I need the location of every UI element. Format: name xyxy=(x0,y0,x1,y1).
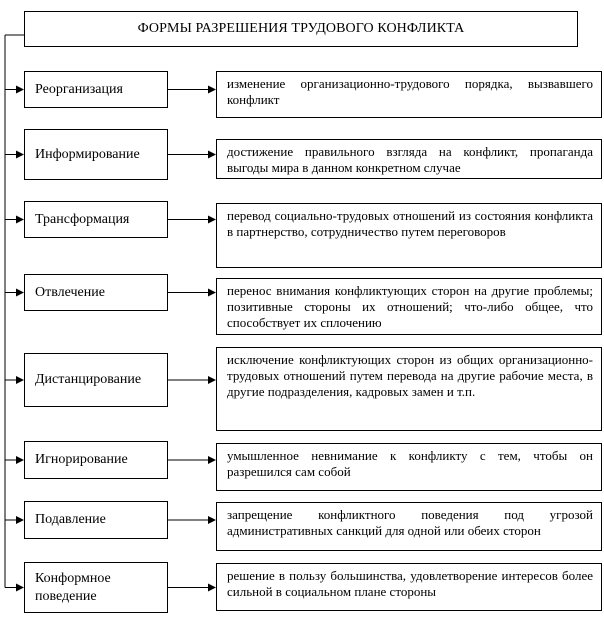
form-description-box xyxy=(216,71,602,118)
form-description: запрещение конфликтного поведения под угрозой административных санкций для одной или обеих сторон xyxy=(227,507,593,538)
form-box xyxy=(24,353,168,407)
form-box xyxy=(24,274,168,311)
form-name: Игнорирование xyxy=(35,452,128,467)
form-description-box xyxy=(216,203,602,268)
form-description-box xyxy=(216,139,602,179)
form-description: изменение организационно-трудового порядка, вызвавшего конфликт xyxy=(227,76,593,107)
form-name: Трансформация xyxy=(35,211,130,227)
form-description: достижение правильного взгляда на конфликт, пропаганда выгоды мира в данном конкретном случае xyxy=(227,144,593,175)
form-name: Конформное поведение xyxy=(35,570,111,604)
form-box xyxy=(24,441,168,479)
form-description: перенос внимания конфликтующих сторон на другие проблемы; позитивные стороны их отношений; что-либо общее, что способствует их сплочению xyxy=(227,283,593,330)
form-description-box xyxy=(216,443,602,491)
form-description-box xyxy=(216,278,602,335)
form-box xyxy=(24,129,168,180)
form-name: Отвлечение xyxy=(35,284,105,300)
form-box xyxy=(24,562,168,613)
diagram-title: ФОРМЫ РАЗРЕШЕНИЯ ТРУДОВОГО КОНФЛИКТА xyxy=(24,11,578,47)
form-description: умышленное невнимание к конфликту с тем, чтобы он разрешился сам собой xyxy=(227,448,593,479)
form-name: Дистанцирование xyxy=(35,372,142,387)
form-description: перевод социально-трудовых отношений из состояния конфликта в партнерство, сотрудничество путем переговоров xyxy=(227,208,593,239)
form-box xyxy=(24,71,168,108)
form-box xyxy=(24,201,168,238)
form-name: Информирование xyxy=(35,146,140,162)
form-description-box xyxy=(216,502,602,551)
form-description: решение в пользу большинства, удовлетворение интересов более сильной в социальном плане стороны xyxy=(227,568,593,599)
form-name: Подавление xyxy=(35,512,106,527)
form-description-box xyxy=(216,347,602,431)
form-box xyxy=(24,501,168,539)
form-name: Реорганизация xyxy=(35,81,123,97)
form-description-box xyxy=(216,563,602,611)
form-description: исключение конфликтующих сторон из общих организационно-трудовых отношений путем перевода на другие рабочие места, в другие подразделения, кадровых замен и т.п. xyxy=(227,352,593,399)
